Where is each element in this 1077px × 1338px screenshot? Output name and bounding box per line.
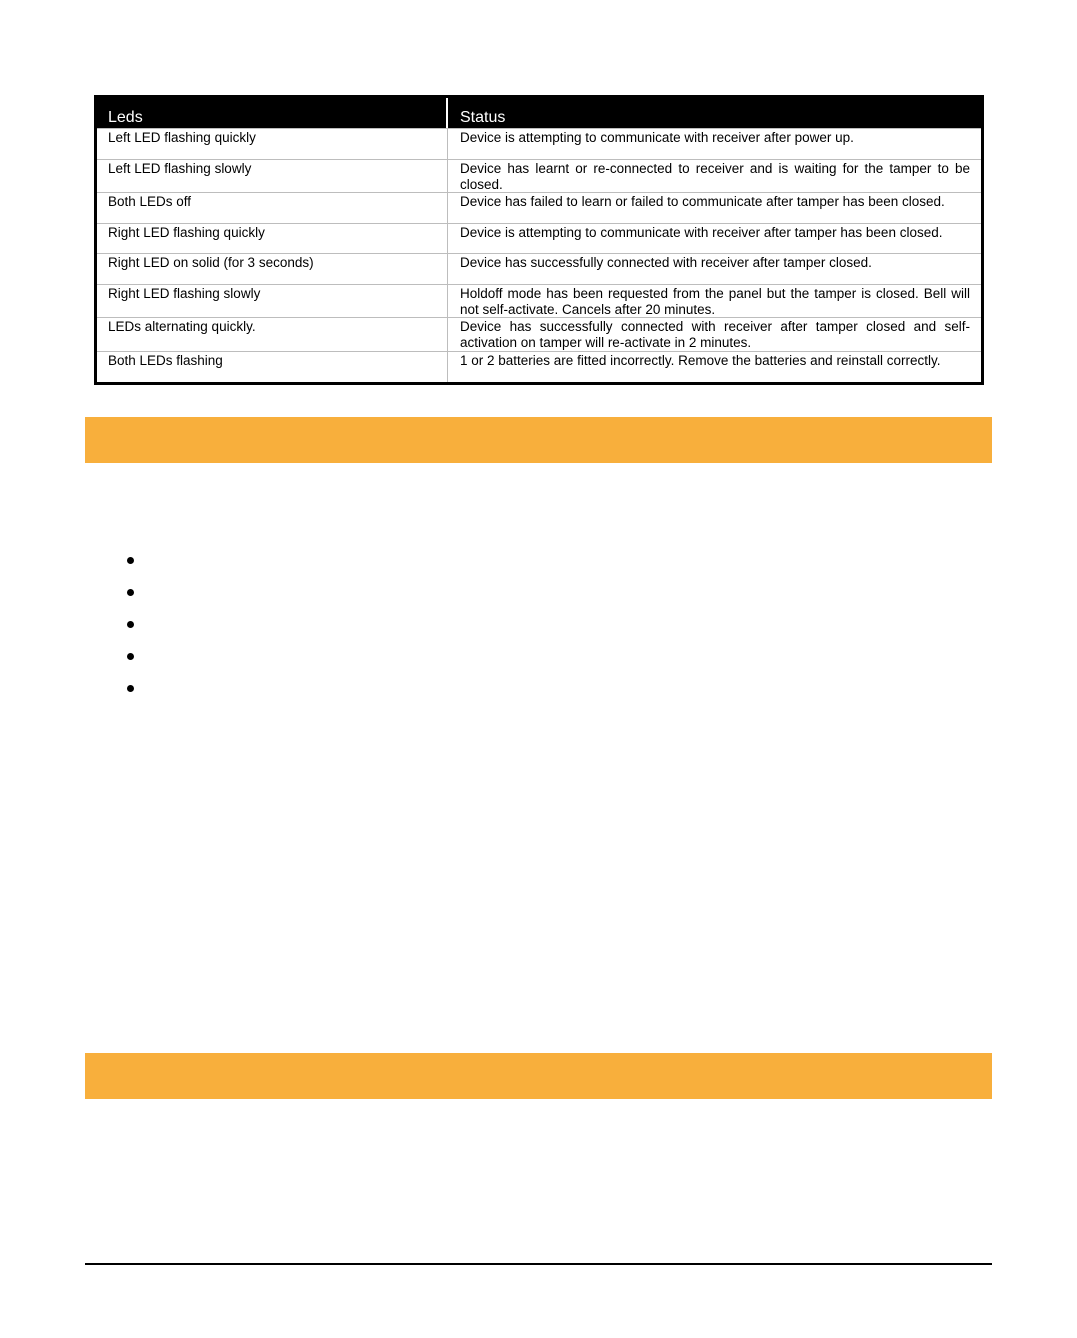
list-item	[124, 553, 138, 585]
footer-divider	[85, 1263, 992, 1265]
led-status-table	[94, 95, 984, 385]
table-row	[97, 284, 981, 317]
table-row	[97, 128, 981, 159]
header-leds: Leds	[97, 98, 448, 128]
status-cell: Device has successfully connected with receiver after tamper closed and self-activation on tamper will re-activate in 2 minutes.	[460, 319, 970, 350]
led-cell: LEDs alternating quickly.	[97, 318, 448, 351]
list-item	[124, 649, 138, 681]
status-cell: Device is attempting to communicate with receiver after tamper has been closed.	[460, 225, 943, 240]
bullet-icon	[127, 685, 134, 692]
bullet-list	[124, 553, 138, 713]
table-row	[97, 192, 981, 223]
led-cell: Both LEDs off	[97, 193, 448, 223]
list-item	[124, 585, 138, 617]
status-cell: Device is attempting to communicate with receiver after power up.	[460, 130, 854, 145]
bullet-icon	[127, 557, 134, 564]
header-status: Status	[460, 109, 506, 126]
list-item	[124, 681, 138, 713]
status-cell: Device has successfully connected with receiver after tamper closed.	[460, 255, 872, 270]
led-cell: Right LED flashing slowly	[97, 285, 448, 317]
led-cell: Both LEDs flashing	[97, 352, 448, 382]
table-row	[97, 351, 981, 382]
bullet-icon	[127, 653, 134, 660]
list-item	[124, 617, 138, 649]
status-cell: 1 or 2 batteries are fitted incorrectly. Remove the batteries and reinstall correctly.	[460, 353, 941, 368]
status-cell: Device has learnt or re-connected to receiver and is waiting for the tamper to be closed.	[460, 161, 970, 192]
bullet-icon	[127, 621, 134, 628]
bullet-icon	[127, 589, 134, 596]
table-row	[97, 159, 981, 192]
section-heading-bar	[85, 1053, 992, 1099]
led-cell: Left LED flashing quickly	[97, 129, 448, 159]
table-row	[97, 223, 981, 253]
status-cell: Holdoff mode has been requested from the panel but the tamper is closed. Bell will not self-activate. Cancels after 20 minutes.	[460, 286, 970, 317]
table-row	[97, 253, 981, 284]
led-cell: Left LED flashing slowly	[97, 160, 448, 192]
led-cell: Right LED on solid (for 3 seconds)	[97, 254, 448, 284]
table-row	[97, 317, 981, 351]
led-cell: Right LED flashing quickly	[97, 224, 448, 253]
table-header	[97, 98, 981, 128]
status-cell: Device has failed to learn or failed to communicate after tamper has been closed.	[460, 194, 945, 209]
section-heading-bar	[85, 417, 992, 463]
